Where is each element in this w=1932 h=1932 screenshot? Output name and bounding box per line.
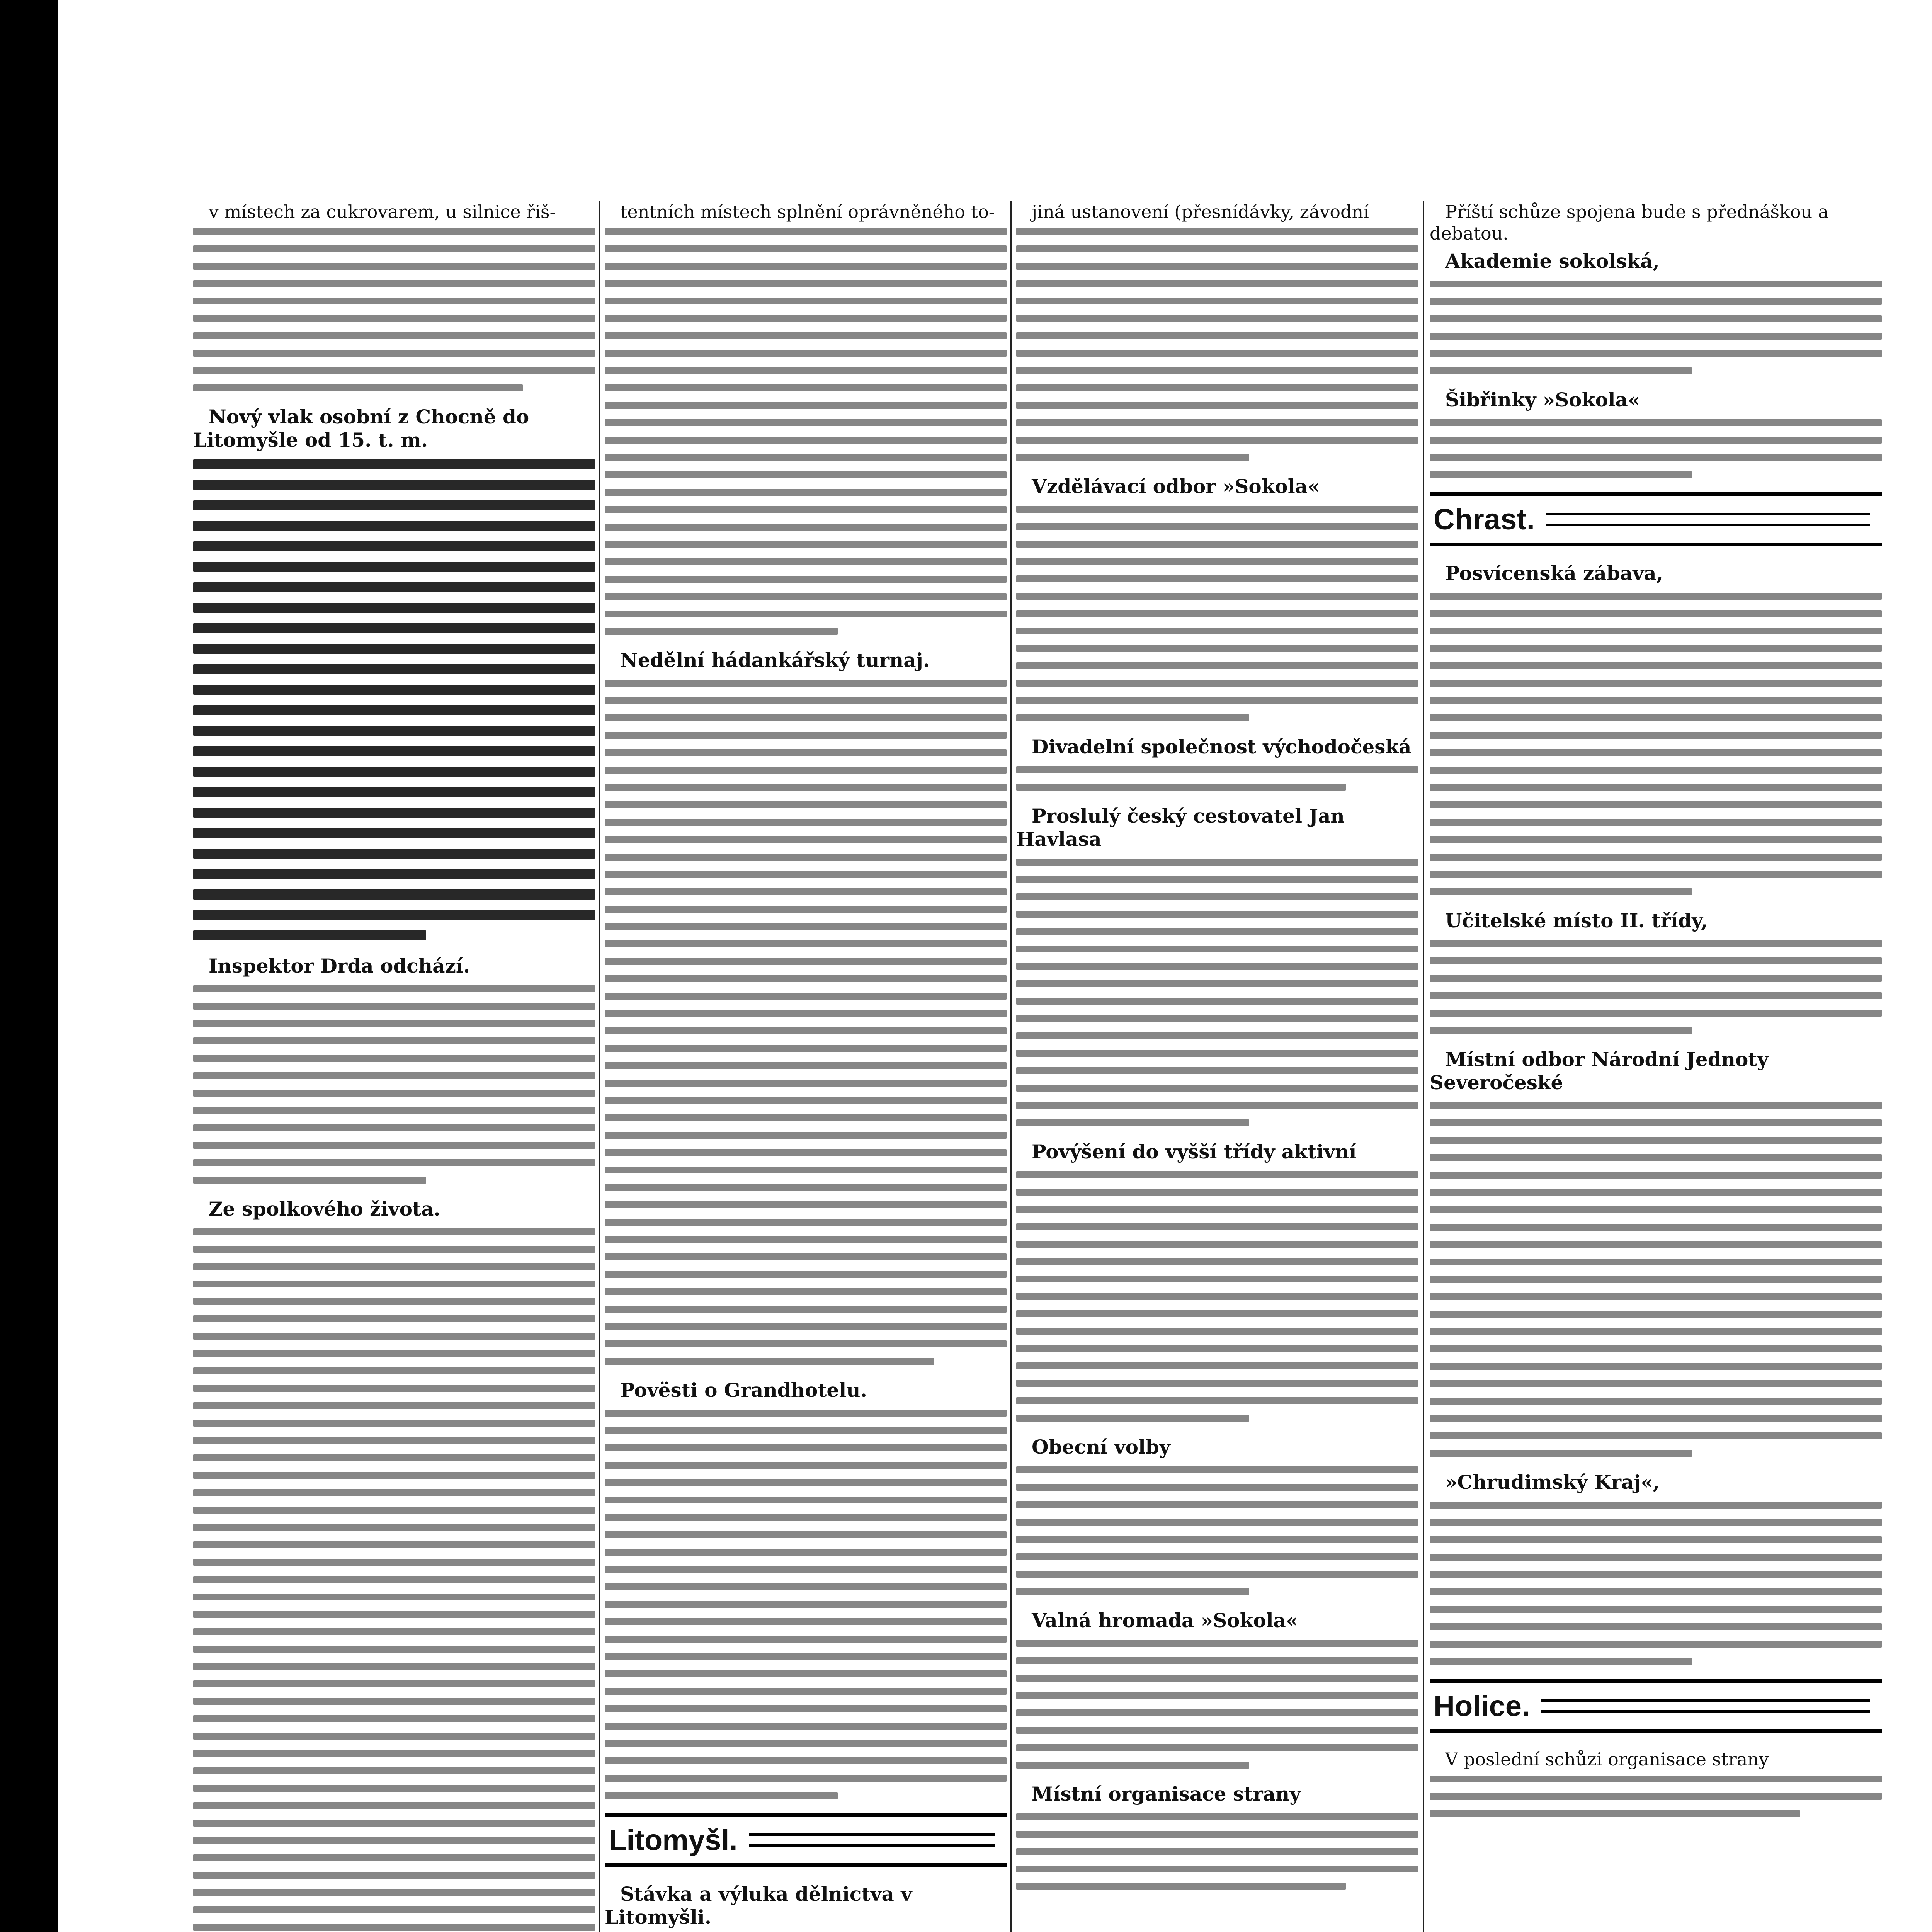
article-heading: Nový vlak osobní z Chocně do Litomyšle od 15. t. m. <box>193 405 529 451</box>
body-text <box>605 680 1007 1365</box>
body-text <box>1016 859 1418 1126</box>
article-heading: Místní odbor Národní Jednoty Severočeské <box>1430 1048 1769 1094</box>
section-masthead-chrast <box>1430 492 1882 546</box>
section-title: Holice. <box>1434 1689 1530 1723</box>
body-text-bold <box>193 459 595 940</box>
body-text <box>193 1228 595 1932</box>
article-heading: »Chrudimský Kraj«, <box>1445 1471 1660 1493</box>
column-2 <box>605 201 1007 1932</box>
section-masthead-holice <box>1430 1679 1882 1733</box>
article-heading: Učitelské místo II. třídy, <box>1445 909 1708 932</box>
body-text <box>1430 593 1882 895</box>
body-text <box>1430 1502 1882 1665</box>
column-3 <box>1016 201 1418 1932</box>
section-title: Litomyšl. <box>609 1823 738 1857</box>
masthead-ornament <box>749 1833 995 1847</box>
body-text <box>1016 1813 1418 1890</box>
section-title: Chrast. <box>1434 503 1535 536</box>
column-1 <box>193 201 595 1932</box>
body-text <box>1016 766 1418 791</box>
article-heading: Posvícenská zábava, <box>1445 562 1663 585</box>
masthead-ornament <box>1541 1699 1870 1713</box>
body-text <box>193 228 595 391</box>
column-rule <box>1423 201 1424 1932</box>
article-heading: Inspektor Drda odchází. <box>209 954 470 977</box>
article-heading: Stávka a výluka dělnictva v Litomyšli. <box>605 1883 912 1929</box>
body-text <box>1016 1171 1418 1422</box>
article-heading: Proslulý český cestovatel Jan Havlasa <box>1016 804 1345 850</box>
body-text <box>193 985 595 1184</box>
column-lead: V poslední schůzi organisace strany <box>1445 1749 1769 1770</box>
article-heading: Akademie sokolská, <box>1445 250 1660 272</box>
body-text <box>1016 228 1418 461</box>
body-text <box>1430 1776 1882 1817</box>
column-rule <box>1010 201 1012 1932</box>
column-lead: Příští schůze spojena bude s přednáškou a debatou. <box>1430 201 1829 244</box>
article-heading: Povësti o Grandhotelu. <box>620 1379 867 1401</box>
column-lead: jiná ustanovení (přesnídávky, závodní <box>1032 201 1369 222</box>
column-rule <box>599 201 600 1932</box>
masthead-ornament <box>1546 513 1870 526</box>
body-text-small <box>605 1410 1007 1799</box>
article-heading: Místní organisace strany <box>1032 1782 1301 1805</box>
article-heading: Ze spolkového života. <box>209 1197 440 1220</box>
article-heading: Divadelní společnost východočeská <box>1032 735 1412 758</box>
body-text <box>1430 1102 1882 1457</box>
body-text <box>1430 940 1882 1034</box>
body-text <box>605 228 1007 635</box>
article-heading: Povýšení do vyšší třídy aktivní <box>1032 1140 1357 1163</box>
article-heading: Obecní volby <box>1032 1435 1170 1458</box>
scan-edge <box>0 0 58 1932</box>
column-lead: v místech za cukrovarem, u silnice řiš- <box>209 201 556 222</box>
body-text <box>1430 281 1882 374</box>
section-masthead-litomysl <box>605 1813 1007 1867</box>
article-heading: Valná hromada »Sokola« <box>1032 1609 1298 1632</box>
column-4 <box>1430 201 1882 1932</box>
body-text <box>1016 506 1418 721</box>
article-heading: Nedělní hádankářský turnaj. <box>620 649 930 672</box>
body-text <box>1016 1466 1418 1595</box>
body-text <box>1430 419 1882 478</box>
article-heading: Vzdělávací odbor »Sokola« <box>1032 475 1320 498</box>
article-heading: Šibřinky »Sokola« <box>1445 388 1640 411</box>
body-text <box>1016 1640 1418 1769</box>
article-columns <box>193 201 1882 1932</box>
column-lead: tentních místech splnění oprávněného to- <box>620 201 995 222</box>
